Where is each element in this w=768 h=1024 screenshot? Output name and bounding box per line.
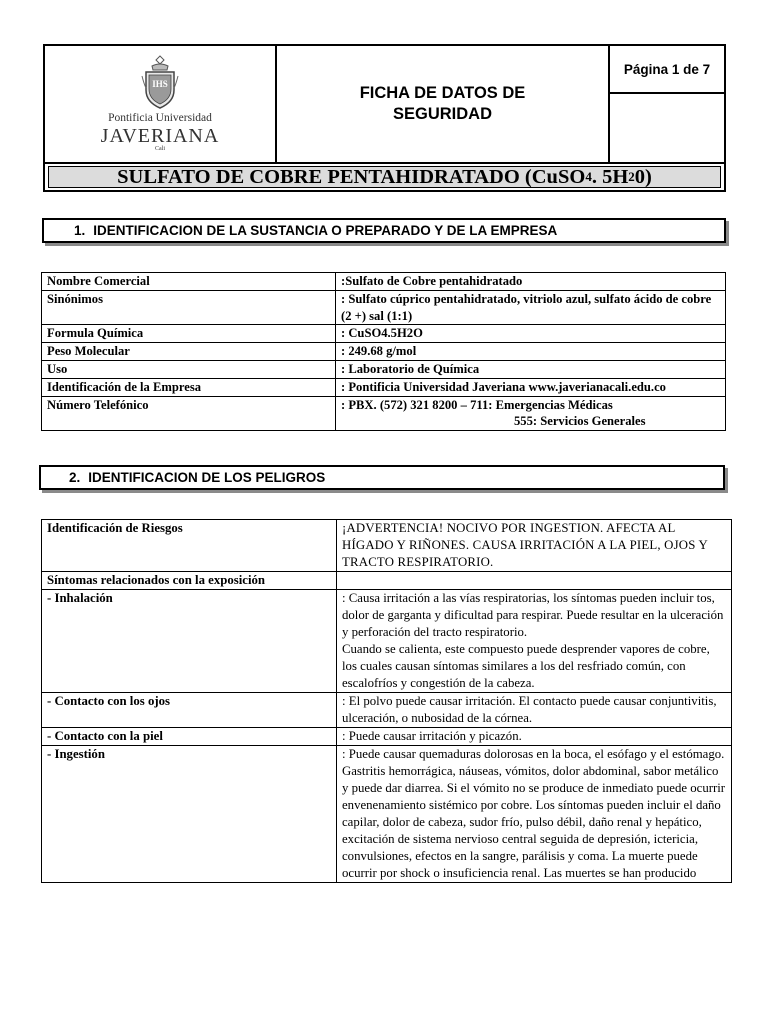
university-logo	[45, 46, 275, 162]
row-label: - Ingestión	[42, 746, 337, 883]
row-label: Uso	[42, 360, 336, 378]
table-row	[42, 378, 726, 396]
table-row	[42, 273, 726, 291]
substance-name-prefix: SULFATO DE COBRE PENTAHIDRATADO (CuSO	[117, 165, 586, 188]
row-value: : Puede causar irritación y picazón.	[337, 728, 732, 746]
section-1-title: IDENTIFICACION DE LA SUSTANCIA O PREPARADO Y DE LA EMPRESA	[93, 223, 558, 238]
table-row	[42, 572, 732, 590]
inhalation-paragraph-2: Cuando se calienta, este compuesto puede desprender vapores de cobre, los cuales causan síntomas similares a los del resfriado común, con escalofríos y congestión de la cabeza.	[342, 642, 710, 690]
table-row	[42, 520, 732, 572]
table-row	[42, 728, 732, 746]
inhalation-paragraph-1: : Causa irritación a las vías respiratorias, los síntomas pueden incluir tos, dolor de garganta y dificultad para respirar. Puede resultar en la ulceración y perforación del tracto respiratorio.	[342, 591, 724, 639]
row-value	[337, 572, 732, 590]
table-row	[42, 590, 732, 693]
row-label: Identificación de la Empresa	[42, 378, 336, 396]
crest-monogram: IHS	[152, 79, 168, 89]
section-2-title: IDENTIFICACION DE LOS PELIGROS	[88, 470, 326, 485]
section-1-heading	[42, 218, 726, 243]
row-label: - Contacto con los ojos	[42, 693, 337, 728]
logo-line-1: Pontificia Universidad	[108, 112, 212, 124]
document-header	[43, 44, 726, 192]
section-1-number: 1.	[74, 223, 86, 238]
section-2-heading	[39, 465, 725, 490]
row-value: : 249.68 g/mol	[336, 343, 726, 361]
row-value: : El polvo puede causar irritación. El contacto puede causar conjuntivitis, ulceración, o nubosidad de la córnea.	[337, 693, 732, 728]
hazards-table	[41, 519, 732, 883]
table-row	[42, 290, 726, 325]
table-row	[42, 325, 726, 343]
page-indicator: Página 1 de 7	[610, 46, 724, 94]
row-value: : Pontificia Universidad Javeriana www.javerianacali.edu.co	[336, 378, 726, 396]
row-value: : CuSO4.5H2O	[336, 325, 726, 343]
identification-table	[41, 272, 726, 431]
row-label: Síntomas relacionados con la exposición	[42, 572, 337, 590]
logo-line-3: Cali	[155, 146, 165, 152]
row-label: Número Telefónico	[42, 396, 336, 431]
row-label: Nombre Comercial	[42, 273, 336, 291]
row-value: :Sulfato de Cobre pentahidratado	[336, 273, 726, 291]
substance-band	[45, 162, 724, 190]
row-label: Peso Molecular	[42, 343, 336, 361]
phone-line-2: 555: Servicios Generales	[514, 414, 646, 429]
title-line-2: SEGURIDAD	[392, 105, 492, 123]
row-value: : Puede causar quemaduras dolorosas en la boca, el esófago y el estómago. Gastritis hemorrágica, náuseas, vómitos, dolor abdominal, sabor metálico y puede dar diarrea. Si el vómito no se produce de inmediato puede ocurrir envenenamiento sistémico por cobre. Los síntomas pueden incluir el daño capilar, dolor de cabeza, sudor frío, pulso débil, daño renal y hepático, excitación de sistema nervioso central seguida de depresión, ictericia, convulsiones, efectos en la sangre, parálisis y coma. La muerte puede ocurrir por shock o insuficiencia renal. Las muertes se han producido	[337, 746, 732, 883]
section-2-number: 2.	[69, 470, 81, 485]
row-value: : Laboratorio de Química	[336, 360, 726, 378]
table-row	[42, 693, 732, 728]
table-row	[42, 360, 726, 378]
document-title	[277, 46, 610, 162]
substance-name-suffix: 0)	[634, 165, 652, 188]
row-label: Identificación de Riesgos	[42, 520, 337, 572]
row-label: Sinónimos	[42, 290, 336, 325]
university-crest-icon	[140, 54, 180, 110]
row-value	[336, 396, 726, 431]
table-row	[42, 396, 726, 431]
logo-line-2: JAVERIANA	[100, 125, 220, 147]
table-row	[42, 343, 726, 361]
substance-name-mid: . 5H	[591, 165, 629, 188]
title-line-1: FICHA DE DATOS DE	[359, 84, 526, 102]
substance-subscript-2: 2	[628, 169, 635, 184]
row-label: Formula Química	[42, 325, 336, 343]
row-value: ¡ADVERTENCIA! NOCIVO POR INGESTION. AFECTA AL HÍGADO Y RIÑONES. CAUSA IRRITACIÓN A LA PIEL, OJOS Y TRACTO RESPIRATORIO.	[337, 520, 732, 572]
substance-name	[48, 166, 721, 188]
blank-cell	[610, 94, 724, 162]
row-value	[337, 590, 732, 693]
substance-subscript-1: 4	[585, 169, 592, 184]
table-row	[42, 746, 732, 883]
logo-cell	[45, 46, 277, 162]
row-label: - Contacto con la piel	[42, 728, 337, 746]
row-value: : Sulfato cúprico pentahidratado, vitriolo azul, sulfato ácido de cobre (2 +) sal (1:1)	[336, 290, 726, 325]
row-label: - Inhalación	[42, 590, 337, 693]
phone-line-1: : PBX. (572) 321 8200 – 711: Emergencias Médicas	[341, 397, 613, 412]
